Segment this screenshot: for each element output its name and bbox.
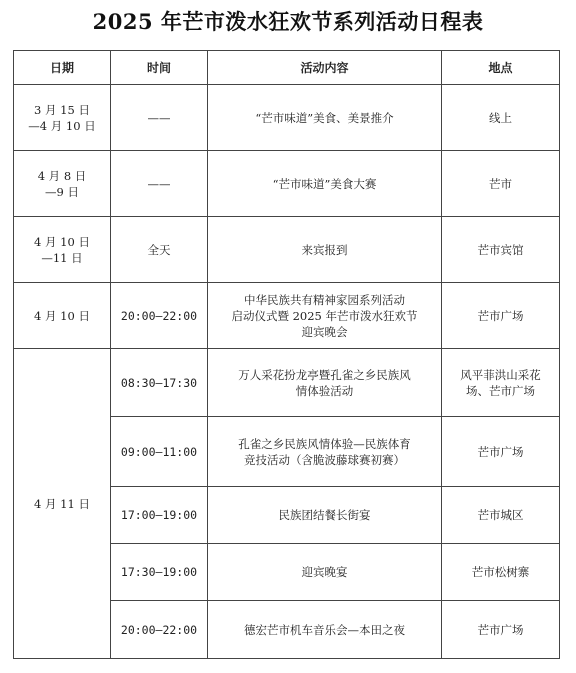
header-date: 日期 [14,51,111,85]
time-cell: —— [111,151,208,217]
location-cell: 芒市城区 [442,487,560,544]
location-cell: 线上 [442,85,560,151]
time-cell: 20:00—22:00 [111,283,208,349]
time-cell: 09:00—11:00 [111,417,208,487]
time-cell: 17:00—19:00 [111,487,208,544]
activity-cell: 孔雀之乡民族风情体验—民族体育 竞技活动（含脆波藤球赛初赛） [208,417,442,487]
table-row [14,349,560,417]
location-cell: 风平菲洪山采花 场、芒市广场 [442,349,560,417]
activity-cell: 万人采花扮龙亭暨孔雀之乡民族风 情体验活动 [208,349,442,417]
header-time: 时间 [111,51,208,85]
location-cell: 芒市宾馆 [442,217,560,283]
time-cell: 全天 [111,217,208,283]
table-row [14,283,560,349]
activity-cell: 德宏芒市机车音乐会—本田之夜 [208,601,442,659]
activity-cell: 来宾报到 [208,217,442,283]
page-title: 2025 年芒市泼水狂欢节系列活动日程表 [92,9,484,34]
header-row [14,51,560,85]
time-cell: 08:30—17:30 [111,349,208,417]
time-cell: 20:00—22:00 [111,601,208,659]
time-cell: —— [111,85,208,151]
activity-cell: “芒市味道”美食、美景推介 [208,85,442,151]
date-cell: 3 月 15 日 —4 月 10 日 [14,85,111,151]
location-cell: 芒市广场 [442,601,560,659]
table-row [14,151,560,217]
location-cell: 芒市 [442,151,560,217]
header-activity: 活动内容 [208,51,442,85]
table-row [14,217,560,283]
location-cell: 芒市广场 [442,283,560,349]
date-cell: 4 月 8 日 —9 日 [14,151,111,217]
activity-cell: 中华民族共有精神家园系列活动 启动仪式暨 2025 年芒市泼水狂欢节 迎宾晚会 [208,283,442,349]
header-location: 地点 [442,51,560,85]
schedule-table [13,50,560,659]
table-row [14,85,560,151]
date-cell: 4 月 10 日 [14,283,111,349]
location-cell: 芒市广场 [442,417,560,487]
time-cell: 17:30—19:00 [111,544,208,601]
date-cell: 4 月 11 日 [14,349,111,659]
date-cell: 4 月 10 日 —11 日 [14,217,111,283]
activity-cell: “芒市味道”美食大赛 [208,151,442,217]
activity-cell: 迎宾晚宴 [208,544,442,601]
location-cell: 芒市松树寨 [442,544,560,601]
activity-cell: 民族团结餐长街宴 [208,487,442,544]
